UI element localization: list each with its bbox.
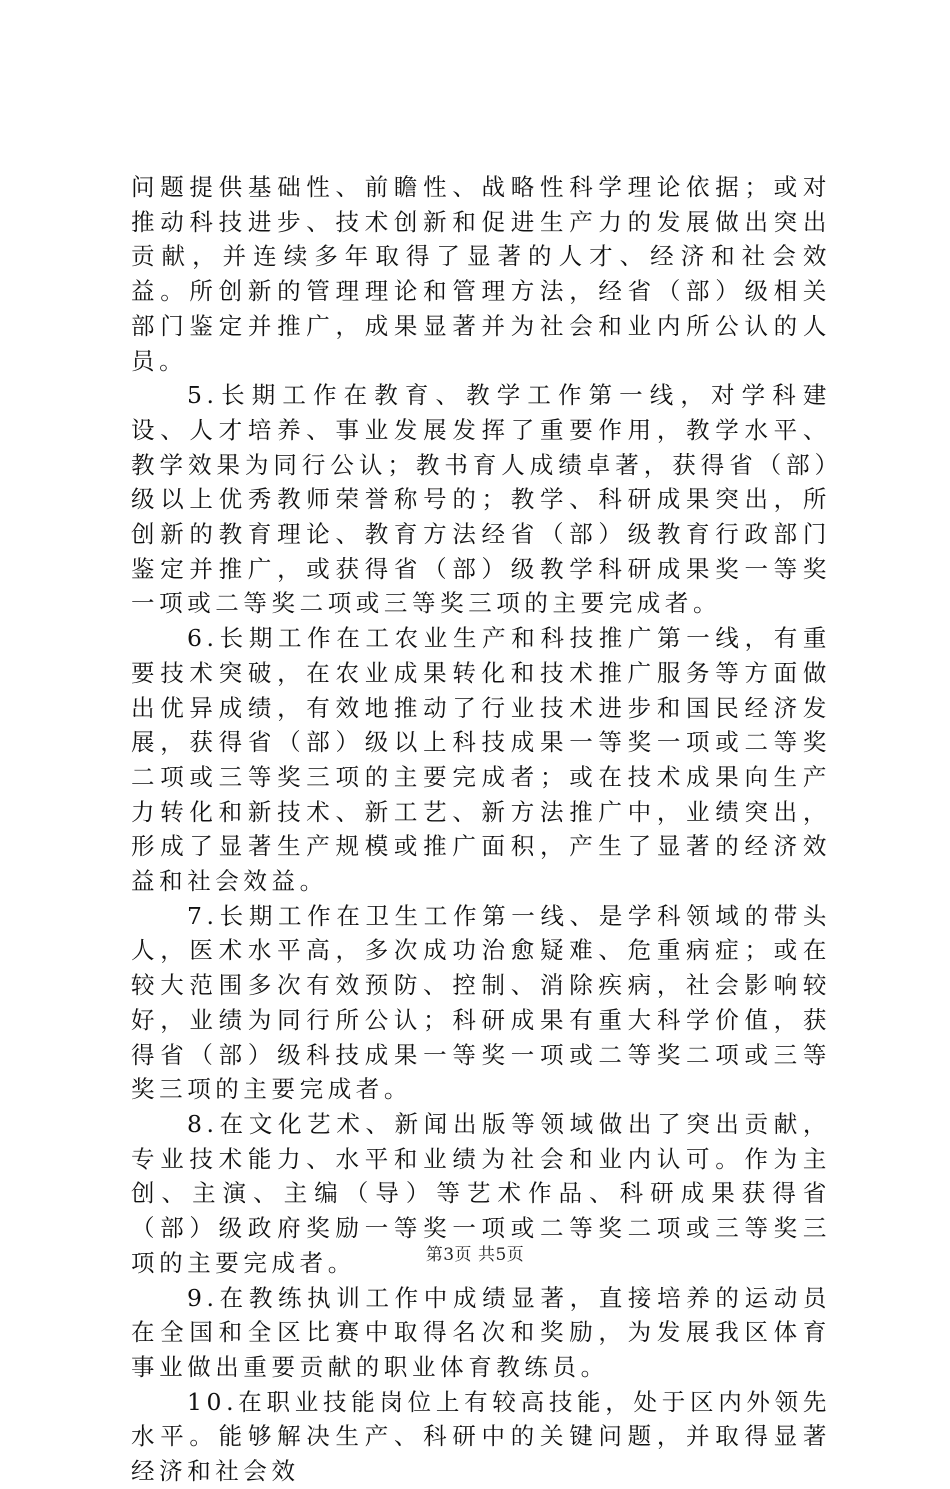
paragraph-item-5: 5.长期工作在教育、教学工作第一线，对学科建设、人才培养、事业发展发挥了重要作用，教学水平、教学效果为同行公认；教书育人成绩卓著，获得省（部）级以上优秀教师荣誉称号的；教学、科研成果突出，所创新的教育理论、教育方法经省（部）级教育行政部门鉴定并推广，或获得省（部）级教学科研成果奖一等奖一项或二等奖二项或三等奖三项的主要完成者。 [131,381,831,618]
page-number-footer: 第3页 共5页 [425,1245,525,1265]
paragraph-item-10: 10.在职业技能岗位上有较高技能，处于区内外领先水平。能够解决生产、科研中的关键问题，并取得显著经济和社会效 [131,1387,831,1486]
paragraph-item-7: 7.长期工作在卫生工作第一线、是学科领域的带头人，医术水平高，多次成功治愈疑难、危重病症；或在较大范围多次有效预防、控制、消除疾病，社会影响较好，业绩为同行所公认；科研成果有重大科学价值，获得省（部）级科技成果一等奖一项或二等奖二项或三等奖三项的主要完成者。 [131,901,831,1104]
paragraph-item-9: 9.在教练执训工作中成绩显著，直接培养的运动员在全国和全区比赛中取得名次和奖励，为发展我区体育事业做出重要贡献的职业体育教练员。 [131,1283,831,1381]
paragraph-continuation: 问题提供基础性、前瞻性、战略性科学理论依据；或对推动科技进步、技术创新和促进生产力的发展做出突出贡献，并连续多年取得了显著的人才、经济和社会效益。所创新的管理理论和管理方法，经省（部）级相关部门鉴定并推广，成果显著并为社会和业内所公认的人员。 [131,173,831,375]
paragraph-item-6: 6.长期工作在工农业生产和科技推广第一线，有重要技术突破，在农业成果转化和技术推广服务等方面做出优异成绩，有效地推动了行业技术进步和国民经济发展，获得省（部）级以上科技成果一等奖一项或二等奖二项或三等奖三项的主要完成者；或在技术成果向生产力转化和新技术、新工艺、新方法推广中，业绩突出，形成了显著生产规模或推广面积，产生了显著的经济效益和社会效益。 [131,624,831,896]
document-body [131,170,831,1489]
paragraph-item-8: 8.在文化艺术、新闻出版等领域做出了突出贡献，专业技术能力、水平和业绩为社会和业内认可。作为主创、主演、主编（导）等艺术作品、科研成果获得省（部）级政府奖励一等奖一项或二等奖二项或三等奖三项的主要完成者。 [131,1109,831,1277]
